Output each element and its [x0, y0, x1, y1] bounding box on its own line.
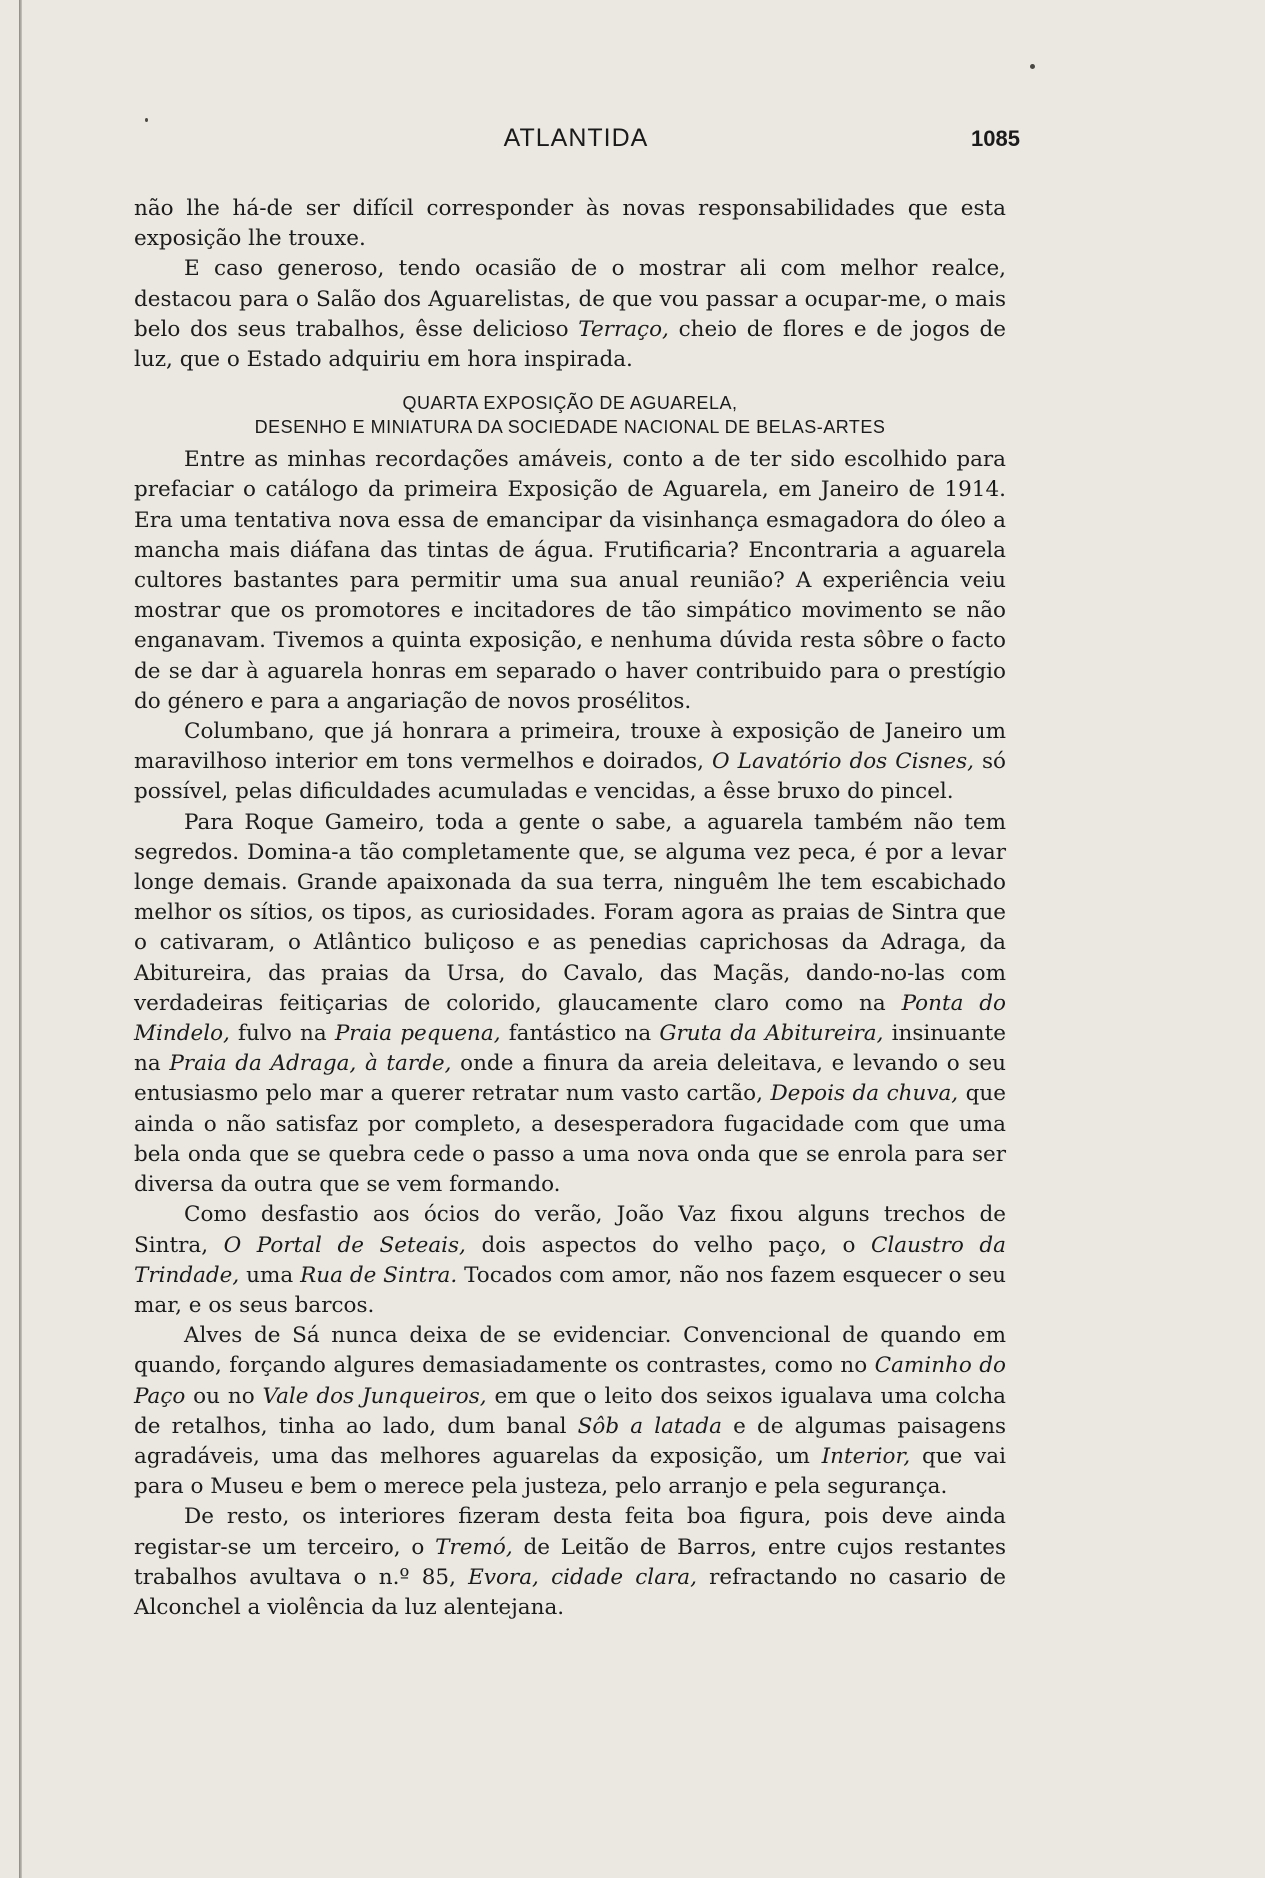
text-run: em que o leito dos seixos igualava uma colcha de retalhos, tinha ao lado, dum banal [134, 1383, 1006, 1439]
artwork-title: Caminho do Paço [134, 1353, 1006, 1409]
artwork-title: Evora, cidade clara, [468, 1564, 697, 1590]
paragraph [134, 1502, 1006, 1623]
text-run: onde a finura da areia deleitava, e levando o seu entusiasmo pelo mar a querer retratar num vasto cartão, [134, 1051, 1006, 1107]
text-run: e de algumas paisagens agradáveis, uma das melhores aguarelas da exposição, um [134, 1413, 1006, 1469]
text-run: insinuante na [134, 1021, 1006, 1077]
paragraph [134, 194, 1006, 254]
text-run: E caso generoso, tendo ocasião de o mostrar ali com melhor realce, destacou para o Salão dos Aguarelistas, de que vou passar a ocupar-me, o mais belo dos seus trabalhos, êsse delicioso [134, 256, 1006, 342]
paragraph [134, 1321, 1006, 1502]
text-run: refractando no casario de Alconchel a violência da luz alentejana. [134, 1564, 1006, 1620]
artwork-title: O Portal de Seteais, [223, 1232, 466, 1258]
section-heading [134, 391, 1006, 439]
paragraph [134, 717, 1006, 808]
artwork-title: Rua de Sintra. [300, 1262, 458, 1288]
section-heading-line: DESENHO E MINIATURA DA SOCIEDADE NACIONAL DE BELAS-ARTES [254, 417, 886, 438]
page-number: 1085 [971, 126, 1020, 151]
text-run: De resto, os interiores fizeram desta feita boa figura, pois deve ainda registar-se um terceiro, o [134, 1504, 1006, 1560]
paragraph [134, 1200, 1006, 1321]
paper-speck [145, 118, 148, 122]
text-run: só possível, pelas dificuldades acumuladas e vencidas, a êsse bruxo do pincel. [134, 749, 1006, 805]
text-run: dois aspectos do velho paço, o [465, 1232, 871, 1258]
text-run: Como desfastio aos ócios do verão, João Vaz fixou alguns trechos de Sintra, [134, 1202, 1006, 1258]
page-header [136, 124, 1020, 160]
artwork-title: Terraço, [578, 316, 669, 342]
paragraph [134, 808, 1006, 1201]
text-run: que vai para o Museu e bem o merece pela justeza, pelo arranjo e pela segurança. [134, 1443, 1006, 1500]
text-run: Columbano, que já honrara a primeira, trouxe à exposição de Janeiro um maravilhoso interior em tons vermelhos e doirados, [134, 719, 1006, 775]
paper-speck [1030, 64, 1035, 69]
artwork-title: Interior, [821, 1443, 911, 1469]
text-run: fantástico na [500, 1021, 660, 1047]
artwork-title: Praia da Adraga, à tarde, [169, 1051, 452, 1077]
paragraph [134, 445, 1006, 717]
text-run: Entre as minhas recordações amáveis, conto a de ter sido escolhido para prefaciar o catálogo da primeira Exposição de Aguarela, em Janeiro de 1914. Era uma tentativa nova essa de emancipar da visinhança esmagadora do óleo a mancha mais diáfana das tintas de água. Frutificaria? Encontraria a aguarela cultores bastantes para permitir uma sua anual reunião? A experiência veiu mostrar que os promotores e incitadores de tão simpático movimento se não enganavam. Tivemos a quinta exposição, e nenhuma dúvida resta sôbre o facto de se dar à aguarela honras em separado o haver contribuido para o prestígio do género e para a angariação de novos prosélitos. [134, 447, 1006, 714]
text-run: de Leitão de Barros, entre cujos restantes trabalhos avultava o n.º 85, [134, 1534, 1006, 1590]
body-text [134, 194, 1006, 1623]
running-title: ATLANTIDA [503, 124, 649, 152]
artwork-title: Claustro da Trindade, [134, 1232, 1006, 1288]
text-run: uma [239, 1262, 301, 1288]
artwork-title: O Lavatório dos Cisnes, [712, 749, 974, 775]
artwork-title: Sôb a latada [577, 1413, 722, 1439]
paragraph [134, 254, 1006, 375]
text-run: cheio de flores e de jogos de luz, que o Estado adquiriu em hora inspirada. [134, 316, 1006, 373]
artwork-title: Praia pequena, [334, 1021, 501, 1047]
section-heading-line: QUARTA EXPOSIÇÃO DE AGUARELA, [402, 393, 738, 414]
artwork-title: Gruta da Abitureira, [659, 1021, 884, 1047]
text-run: não lhe há-de ser difícil corresponder às novas responsabilidades que esta exposição lhe trouxe. [134, 196, 1006, 252]
artwork-title: Depois da chuva, [770, 1081, 959, 1107]
artwork-title: Tremó, [435, 1534, 513, 1560]
text-run: ou no [185, 1383, 263, 1409]
text-run: Para Roque Gameiro, toda a gente o sabe, a aguarela também não tem segredos. Domina-a tão completamente que, se alguma vez peca, é por a levar longe demais. Grande apaixonada da sua terra, ninguêm lhe tem escabichado melhor os sítios, os tipos, as curiosidades. Foram agora as praias de Sintra que o cativaram, o Atlântico buliçoso e as penedias caprichosas da Adraga, da Abitureira, das praias da Ursa, do Cavalo, das Maçãs, dando-no-las com verdadeiras feitiçarias de colorido, glaucamente claro como na [134, 809, 1006, 1016]
artwork-title: Vale dos Junqueiros, [262, 1383, 487, 1409]
artwork-title: Ponta do Mindelo, [134, 990, 1007, 1047]
text-run: Tocados com amor, não nos fazem esquecer o seu mar, e os seus barcos. [134, 1262, 1006, 1318]
text-run: fulvo na [229, 1021, 335, 1047]
text-run: Alves de Sá nunca deixa de se evidenciar. Convencional de quando em quando, forçando algures demasiadamente os contrastes, como no [134, 1323, 1006, 1379]
text-run: que ainda o não satisfaz por completo, a desesperadora fugacidade com que uma bela onda que se quebra cede o passo a uma nova onda que se enrola para ser diversa da outra que se vem formando. [134, 1081, 1006, 1198]
